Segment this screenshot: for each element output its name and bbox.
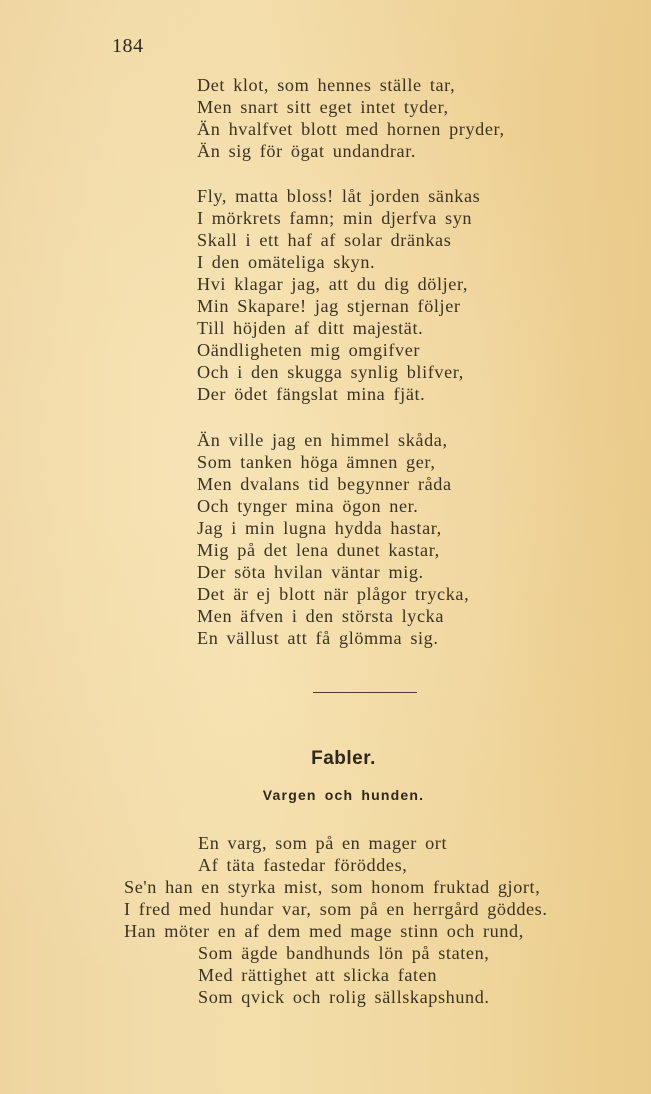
verse-line: I den omäteliga skyn.	[197, 252, 376, 272]
section-title: Fabler.	[311, 748, 376, 769]
verse-line: Der ödet fängslat mina fjät.	[197, 384, 426, 404]
verse-line: Med rättighet att slicka faten	[198, 965, 438, 985]
verse-line: Till höjden af ditt majestät.	[197, 318, 424, 338]
page-number: 184	[112, 35, 144, 57]
verse-line: Och i den skugga synlig blifver,	[197, 362, 464, 382]
verse-line: Oändligheten mig omgifver	[197, 340, 421, 360]
verse-line: Men snart sitt eget intet tyder,	[197, 97, 449, 117]
verse-line: En varg, som på en mager ort	[198, 833, 448, 853]
verse-line: Men dvalans tid begynner råda	[197, 474, 452, 494]
verse-line: Som ägde bandhunds lön på staten,	[198, 943, 490, 963]
verse-line: I mörkrets famn; min djerfva syn	[197, 208, 473, 228]
section-divider	[313, 692, 417, 693]
verse-line: I fred med hundar var, som på en herrgård göddes.	[124, 899, 548, 919]
verse-line: Se'n han en styrka mist, som honom fruktad gjort,	[124, 877, 541, 897]
verse-line: Skall i ett haf af solar dränkas	[197, 230, 452, 250]
verse-line: Han möter en af dem med mage stinn och rund,	[124, 921, 524, 941]
verse-line: Min Skapare! jag stjernan följer	[197, 296, 461, 316]
verse-line: Hvi klagar jag, att du dig döljer,	[197, 274, 469, 294]
verse-line: Som tanken höga ämnen ger,	[197, 452, 436, 472]
poem-title: Vargen och hunden.	[262, 787, 425, 803]
verse-line: Än sig för ögat undandrar.	[197, 141, 417, 161]
verse-line: Der söta hvilan väntar mig.	[197, 562, 424, 582]
verse-line: Och tynger mina ögon ner.	[197, 496, 419, 516]
verse-line: Fly, matta bloss! låt jorden sänkas	[197, 186, 481, 206]
verse-line: Det är ej blott när plågor trycka,	[197, 584, 470, 604]
verse-line: Men äfven i den största lycka	[197, 606, 445, 626]
verse-line: Mig på det lena dunet kastar,	[197, 540, 440, 560]
verse-line: Af täta fastedar föröddes,	[198, 855, 408, 875]
verse-line: En vällust att få glömma sig.	[197, 628, 439, 648]
verse-line: Än hvalfvet blott med hornen pryder,	[197, 119, 505, 139]
verse-line: Det klot, som hennes ställe tar,	[197, 75, 456, 95]
verse-line: Jag i min lugna hydda hastar,	[197, 518, 442, 538]
verse-line: Som qvick och rolig sällskapshund.	[198, 987, 490, 1007]
verse-line: Än ville jag en himmel skåda,	[197, 430, 448, 450]
